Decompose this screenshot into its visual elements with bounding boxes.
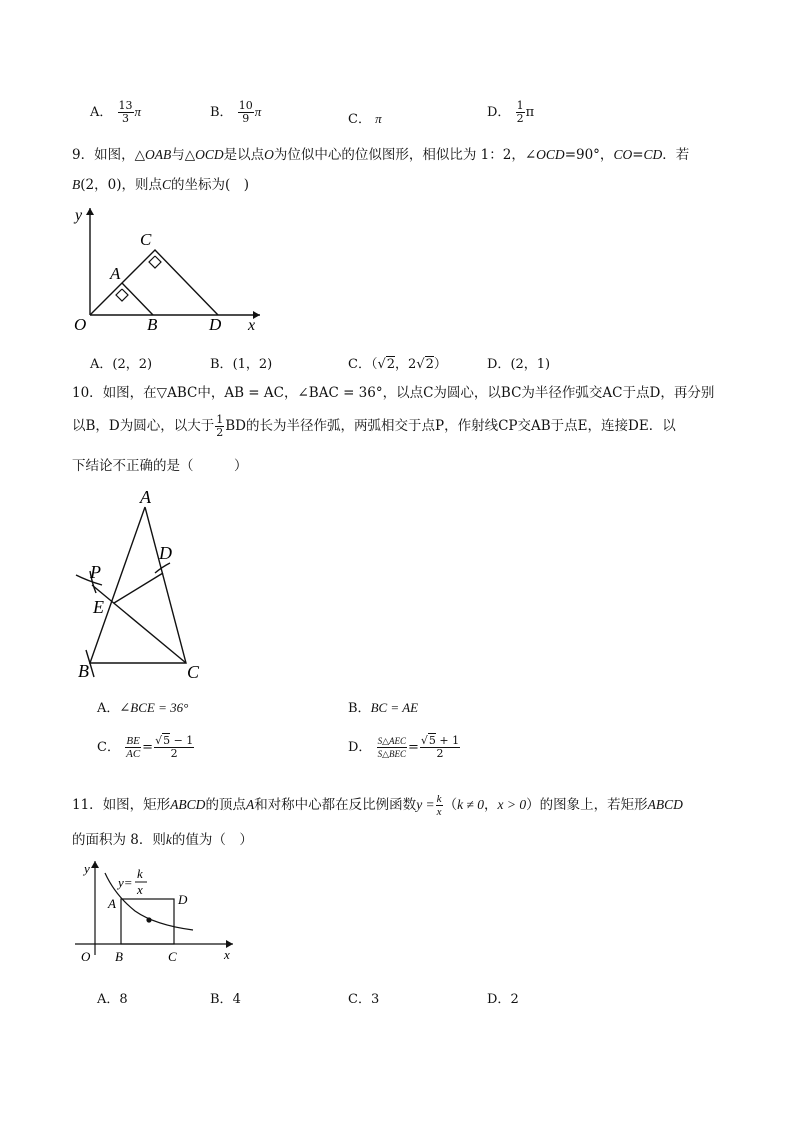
t: C．	[97, 740, 120, 755]
q9-number: 9．	[72, 147, 95, 163]
t: ABCD	[647, 797, 683, 812]
t: (1，2)	[232, 357, 273, 372]
q9-label-c: C	[140, 230, 152, 249]
t: A．	[90, 357, 113, 372]
t: 5	[163, 734, 171, 747]
q10-c-left	[125, 735, 141, 760]
t: B．	[210, 357, 233, 372]
q10-label-d: D	[159, 543, 172, 563]
t: x > 0	[497, 797, 527, 812]
q10-label-b: B	[78, 661, 89, 680]
t: S△AEC	[377, 736, 406, 746]
t: D．	[487, 357, 511, 372]
t: (2，0)，则点	[80, 177, 162, 193]
t: C．	[348, 357, 371, 372]
q10-d-left	[377, 735, 407, 760]
q9-label-x: x	[248, 317, 256, 334]
q10-c-right: $\frac{√5 - 1}{2}$	[155, 734, 194, 760]
q11-y-arrow	[91, 861, 99, 868]
q10-option-d: D． $\frac{\text{S△AEC}}{\text{S△BEC}}$ = $\frac{√5 + 1}{2}$	[348, 734, 460, 760]
q11-line1	[72, 793, 683, 818]
q8-option-c-letter: C．	[348, 112, 371, 127]
q10-option-b	[348, 697, 418, 716]
q8-b-num: 10	[238, 99, 253, 112]
q10-label-p: P	[90, 562, 101, 582]
t: B．	[348, 701, 371, 716]
t: A	[245, 797, 255, 812]
q8-option-c	[348, 108, 382, 127]
t: S△BEC	[377, 749, 406, 759]
q8-option-b	[210, 100, 261, 125]
q10-line3	[72, 456, 248, 476]
t: 2	[436, 747, 444, 760]
t: 3	[370, 992, 380, 1007]
t: 如图，矩形	[102, 797, 171, 813]
q8-option-b-fraction	[238, 100, 254, 125]
q10-option-c: C． $\frac{BE}{AC}$ = $\frac{√5 - 1}{2}$	[97, 734, 194, 760]
t: OAB	[144, 147, 172, 162]
t: （	[443, 797, 458, 813]
q9-option-c: C．（√2，2√2）	[348, 357, 447, 372]
t: CO	[613, 147, 633, 162]
q9-label-d: D	[209, 315, 222, 334]
t: （	[370, 357, 378, 372]
t: 为位似中心的位似图形，相似比为 1：2，∠	[273, 147, 537, 163]
t: 8	[119, 992, 128, 1007]
q11-formula-y: y=	[118, 875, 133, 890]
t: 2	[170, 747, 178, 760]
q11-label-x: x	[224, 947, 230, 962]
t: OCD	[195, 147, 224, 162]
q8-b-den: 9	[242, 112, 250, 125]
t: ∠BCE = 36°	[119, 700, 189, 715]
t: 是以点	[223, 147, 265, 163]
q9-option-b	[210, 353, 272, 372]
q9-right-angle-a	[116, 289, 128, 301]
t: ，2	[395, 357, 417, 372]
q10-d-right: $\frac{√5 + 1}{2}$	[420, 734, 460, 760]
q9-option-a	[90, 353, 152, 372]
t: 与△	[171, 147, 196, 163]
t: O	[264, 147, 274, 162]
t: − 1	[170, 734, 194, 747]
q8-option-a-fraction	[118, 100, 134, 125]
t: 的值为（ ）	[171, 832, 253, 848]
q9-y-arrow	[86, 208, 94, 215]
q8-option-d-fraction	[516, 100, 525, 125]
q8-b-pi: π	[254, 104, 262, 119]
t: BE	[126, 735, 140, 747]
t: D．	[348, 740, 372, 755]
q11-option-b	[210, 988, 241, 1007]
t: 1	[216, 413, 224, 426]
q8-option-d	[487, 100, 534, 125]
q11-label-b: B	[115, 949, 123, 964]
t: BC = AE	[370, 700, 419, 715]
q10-line2	[72, 414, 676, 439]
q8-c-pi: π	[375, 111, 382, 126]
q9-figure	[70, 200, 270, 335]
t: OCD	[536, 147, 565, 162]
q10-option-a	[97, 697, 188, 716]
q8-option-a	[90, 100, 141, 125]
q10-ray-cp	[92, 585, 186, 663]
t: 的面积为 8．则	[72, 832, 166, 848]
q9-segment-ab	[122, 283, 153, 315]
q11-label-o: O	[81, 949, 91, 964]
t: 5	[428, 734, 436, 747]
q9-label-b: B	[147, 315, 158, 334]
q9-label-o: O	[74, 315, 87, 334]
q9-line2	[72, 175, 249, 195]
t: 2	[216, 426, 224, 439]
q11-label-c: C	[168, 949, 177, 964]
t: 下结论不正确的是（ ）	[72, 458, 248, 474]
t: 的顶点	[205, 797, 246, 813]
t: 2	[386, 357, 396, 372]
q8-a-num: 13	[118, 99, 133, 112]
q10-number: 10．	[72, 385, 103, 401]
q11-kx	[436, 793, 443, 818]
t: 和对称中心都在反比例函数	[254, 797, 417, 813]
q10-figure	[70, 485, 210, 680]
q8-option-d-letter: D．	[487, 105, 511, 120]
t: 如图，△	[94, 147, 145, 163]
t: + 1	[435, 734, 460, 747]
t: k	[436, 793, 442, 805]
t: =90°，	[564, 147, 614, 163]
q9-option-d	[487, 353, 550, 372]
q11-formula-k: k	[137, 866, 143, 881]
t: 2	[425, 357, 434, 372]
q11-figure	[75, 855, 245, 970]
t: ．若	[662, 147, 690, 163]
q11-label-a: A	[108, 896, 116, 911]
t: A．	[97, 701, 120, 716]
q10-label-c: C	[187, 662, 200, 680]
t: (2，1)	[510, 357, 551, 372]
t: x	[436, 806, 442, 818]
t: ABCD	[170, 797, 206, 812]
q11-option-a	[97, 988, 128, 1007]
t: A．	[97, 992, 120, 1007]
t: ）	[433, 357, 447, 372]
q11-option-d	[487, 988, 519, 1007]
q9-right-angle-c	[149, 256, 161, 268]
t: 4	[232, 992, 241, 1007]
q8-option-b-letter: B．	[210, 105, 233, 120]
q10-triangle-abc	[90, 507, 186, 663]
t: C	[161, 177, 171, 192]
q8-a-pi: π	[134, 104, 142, 119]
q11-label-d: D	[178, 892, 188, 907]
t: =	[632, 147, 644, 163]
t: 的坐标为( )	[170, 177, 250, 193]
t: AC	[126, 748, 141, 760]
q9-label-y: y	[75, 207, 83, 224]
t: ，	[483, 797, 498, 813]
q11-label-y: y	[84, 861, 90, 876]
q10-label-a: A	[140, 487, 151, 507]
t: k ≠ 0	[457, 797, 484, 812]
q11-center-dot	[146, 917, 151, 922]
q8-d-num: 1	[516, 99, 524, 112]
q8-a-den: 3	[122, 112, 130, 125]
q11-formula-x: x	[137, 882, 143, 897]
q10-line1	[72, 383, 714, 403]
t: 2	[510, 992, 519, 1007]
q10-segment-de	[114, 573, 163, 603]
q11-option-c	[348, 988, 379, 1007]
t: 以B，D为圆心，以大于	[72, 418, 215, 434]
t: CD	[643, 147, 663, 162]
t: C．	[348, 992, 371, 1007]
q10-half	[215, 414, 224, 439]
t: ）的图象上，若矩形	[526, 797, 648, 813]
t: D．	[487, 992, 511, 1007]
q9-label-a: A	[110, 264, 121, 283]
q8-d-pi: π	[525, 105, 535, 120]
t: B．	[210, 992, 233, 1007]
q10-label-e: E	[93, 597, 104, 617]
t: BD的长为半径作弧，两弧相交于点P，作射线CP交AB于点E，连接DE．以	[225, 418, 676, 434]
t: (2，2)	[112, 357, 153, 372]
q11-number: 11．	[72, 797, 103, 813]
q8-option-a-letter: A．	[90, 105, 113, 120]
t: B	[72, 177, 81, 192]
q8-d-den: 2	[516, 112, 524, 125]
t: k	[165, 832, 172, 847]
t: y =	[416, 797, 435, 812]
t: 如图，在▽ABC中，AB = AC，∠BAC = 36°，以点C为圆心，以BC为半径作弧交AC于点D，再分别	[102, 385, 715, 401]
q11-line2	[72, 830, 253, 850]
q9-line1	[72, 145, 689, 165]
